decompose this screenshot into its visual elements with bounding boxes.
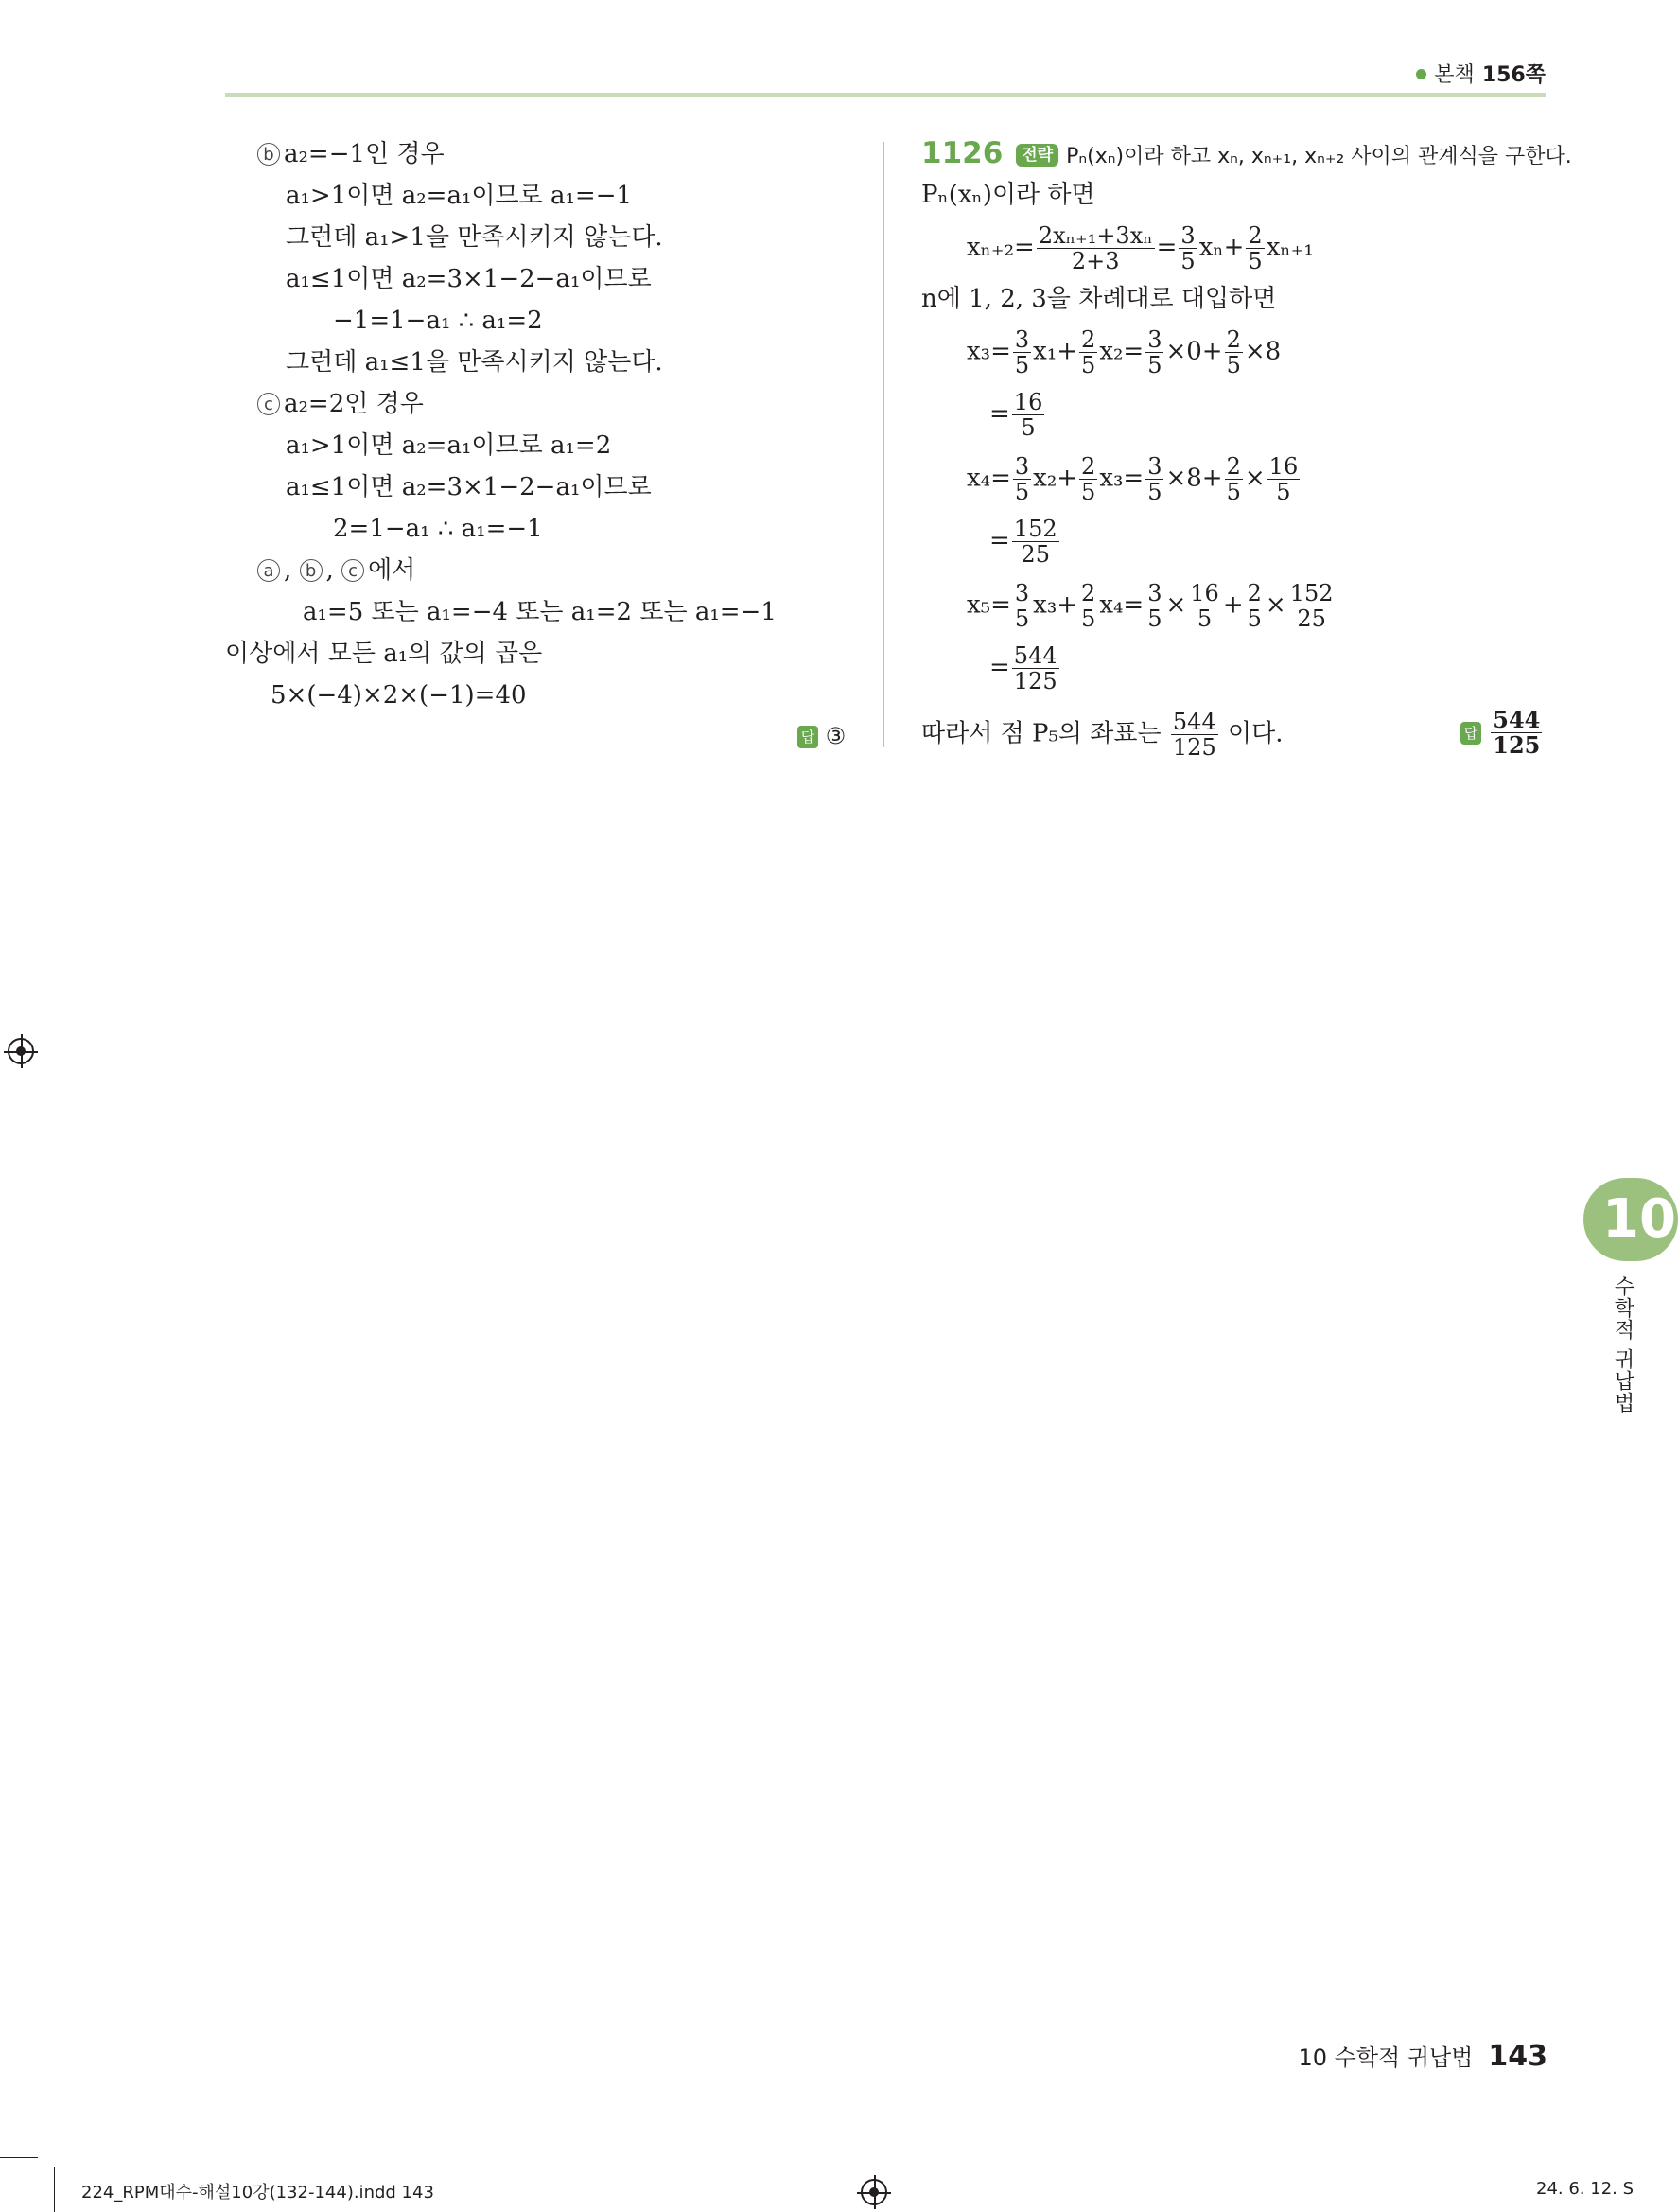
frac-num: 152 xyxy=(1289,580,1334,606)
final-fraction xyxy=(1171,710,1218,760)
frac-152-25 xyxy=(1288,581,1336,631)
registration-mark-icon xyxy=(861,2179,887,2205)
right-answer xyxy=(1460,708,1544,758)
frac-num: 2 xyxy=(1226,326,1241,353)
x4-result xyxy=(989,517,1061,567)
case-c-marker-2: c xyxy=(341,559,364,582)
frac-num: 3 xyxy=(1014,453,1030,480)
x3-term-d: ×8 xyxy=(1244,337,1282,366)
x3-lhs: x₃= xyxy=(967,337,1011,366)
x3-term-c: ×0+ xyxy=(1165,337,1223,366)
frac-num: 2 xyxy=(1081,326,1096,353)
frac-num: 544 xyxy=(1493,706,1541,733)
final-post: 이다. xyxy=(1227,719,1284,748)
right-answer-fraction xyxy=(1491,708,1542,758)
answer-badge: 답 xyxy=(1460,722,1481,745)
rec-frac-den: 2+3 xyxy=(1071,248,1120,274)
frac-2-5 xyxy=(1079,581,1097,631)
recurrence-equation xyxy=(967,223,1314,273)
frac-den: 5 xyxy=(1276,479,1291,505)
frac-den: 25 xyxy=(1297,606,1326,632)
case-a-marker: a xyxy=(257,559,280,582)
frac-num: 2 xyxy=(1081,580,1096,606)
x5-result-fraction xyxy=(1012,643,1059,693)
frac-num: 3 xyxy=(1014,326,1030,353)
case-b-line-1: a₁>1이면 a₂=a₁이므로 a₁=−1 xyxy=(286,182,633,210)
frac-2-5 xyxy=(1246,581,1264,631)
x5-term-c: × xyxy=(1165,590,1187,620)
x5-result xyxy=(989,643,1061,693)
frac-num: 2 xyxy=(1226,453,1241,480)
left-answer xyxy=(797,717,846,755)
crop-mark xyxy=(0,2157,38,2158)
cases-summary: a , b , c 에서 xyxy=(257,552,415,589)
frac-16-5 xyxy=(1188,581,1221,631)
frac-2-5 xyxy=(1225,454,1243,504)
main-book-reference xyxy=(1416,59,1546,88)
chapter-tab-number: 10 xyxy=(1602,1188,1676,1250)
frac-den: 5 xyxy=(1180,248,1196,274)
frac-den: 5 xyxy=(1081,606,1096,632)
registration-mark-icon xyxy=(8,1038,34,1064)
frac-den: 5 xyxy=(1014,352,1030,378)
rec-fraction xyxy=(1037,223,1155,273)
frac-den: 5 xyxy=(1147,606,1162,632)
problem-number: 1126 xyxy=(921,136,1004,170)
substitution-line: n에 1, 2, 3을 차례대로 대입하면 xyxy=(921,285,1277,313)
x4-term-d: × xyxy=(1244,464,1266,493)
page-number: 143 xyxy=(1488,2040,1547,2073)
frac-num: 3 xyxy=(1014,580,1030,606)
rec-frac-num: 2xₙ₊₁+3xₙ xyxy=(1038,222,1153,249)
equals-sign: = xyxy=(989,653,1010,682)
x5-term-b: x₄= xyxy=(1099,590,1145,620)
frac-den: 5 xyxy=(1081,352,1096,378)
frac-2-5 xyxy=(1246,223,1264,273)
frac-den: 5 xyxy=(1197,606,1213,632)
frac-den: 125 xyxy=(1493,731,1541,759)
footer-chapter xyxy=(1298,2039,1547,2073)
case-c-line-3: 2=1−a₁ ∴ a₁=−1 xyxy=(333,515,543,543)
frac-2-5 xyxy=(1079,327,1097,377)
x5-lhs: x₅= xyxy=(967,590,1011,620)
case-b-head-text: a₂=−1인 경우 xyxy=(284,140,445,168)
frac-den: 5 xyxy=(1014,606,1030,632)
intro-line: Pₙ(xₙ)이라 하면 xyxy=(921,181,1095,209)
x3-result-fraction xyxy=(1012,390,1045,440)
frac-3-5 xyxy=(1013,454,1031,504)
frac-num: 16 xyxy=(1190,580,1219,606)
frac-3-5 xyxy=(1145,327,1163,377)
case-c-line-2: a₁≤1이면 a₂=3×1−2−a₁이므로 xyxy=(286,473,652,501)
slug-filename: 224_RPM대수-해설10강(132-144).indd 143 xyxy=(81,2183,434,2203)
crop-mark xyxy=(54,2167,55,2212)
x4-lhs: x₄= xyxy=(967,464,1011,493)
chapter-tab-label: 수학적 귀납법 xyxy=(1611,1275,1634,1413)
frac-den: 5 xyxy=(1014,479,1030,505)
registration-mark-center xyxy=(869,2187,879,2197)
registration-mark-center xyxy=(16,1046,26,1056)
frac-num: 2 xyxy=(1248,222,1263,249)
x4-term-b: x₃= xyxy=(1099,464,1145,493)
x3-term-b: x₂= xyxy=(1099,337,1145,366)
frac-den: 5 xyxy=(1226,479,1241,505)
final-statement xyxy=(921,710,1283,760)
frac-num: 3 xyxy=(1147,580,1162,606)
case-c-line-1: a₁>1이면 a₂=a₁이므로 a₁=2 xyxy=(286,431,612,460)
frac-den: 125 xyxy=(1172,734,1216,761)
case-c-marker: c xyxy=(257,393,280,415)
product-intro: 이상에서 모든 a₁의 값의 곱은 xyxy=(225,640,543,668)
case-b-marker-2: b xyxy=(300,559,323,582)
x4-result-fraction xyxy=(1012,517,1059,567)
frac-den: 5 xyxy=(1247,606,1262,632)
strategy-badge: 전략 xyxy=(1016,144,1058,167)
x3-equation xyxy=(967,327,1281,377)
frac-3-5 xyxy=(1013,581,1031,631)
x5-term-e: × xyxy=(1265,590,1286,620)
frac-den: 125 xyxy=(1013,668,1057,694)
frac-num: 2 xyxy=(1247,580,1262,606)
frac-num: 16 xyxy=(1013,389,1043,415)
frac-num: 544 xyxy=(1013,642,1057,669)
frac-3-5 xyxy=(1145,454,1163,504)
frac-16-5 xyxy=(1267,454,1301,504)
x5-term-d: + xyxy=(1222,590,1244,620)
ref-label: 본책 xyxy=(1434,63,1475,87)
x4-term-a: x₂+ xyxy=(1033,464,1078,493)
case-c-head-text: a₂=2인 경우 xyxy=(284,390,424,418)
frac-num: 152 xyxy=(1013,516,1057,542)
x3-result xyxy=(989,390,1046,440)
final-pre: 따라서 점 P₅의 좌표는 xyxy=(921,719,1162,748)
footer-chapter-title: 10 수학적 귀납법 xyxy=(1298,2045,1474,2071)
frac-num: 3 xyxy=(1147,453,1162,480)
rec-lhs: xₙ₊₂= xyxy=(967,233,1035,262)
slug-date: 24. 6. 12. S xyxy=(1536,2179,1634,2199)
frac-3-5 xyxy=(1179,223,1197,273)
case-c-heading xyxy=(257,385,424,423)
x5-equation xyxy=(967,581,1337,631)
frac-3-5 xyxy=(1013,327,1031,377)
x4-equation xyxy=(967,454,1302,504)
frac-num: 2 xyxy=(1081,453,1096,480)
case-b-marker: b xyxy=(257,143,280,166)
header-rule xyxy=(225,93,1546,97)
frac-den: 5 xyxy=(1248,248,1263,274)
case-b-line-4: −1=1−a₁ ∴ a₁=2 xyxy=(333,307,543,335)
equals-sign: = xyxy=(989,399,1010,429)
cases-summary-tail: 에서 xyxy=(368,556,416,585)
frac-num: 16 xyxy=(1268,453,1299,480)
frac-den: 5 xyxy=(1081,479,1096,505)
a1-conclusion: a₁=5 또는 a₁=−4 또는 a₁=2 또는 a₁=−1 xyxy=(303,598,777,626)
rec-term-1: xₙ+ xyxy=(1198,233,1245,262)
x5-term-a: x₃+ xyxy=(1033,590,1078,620)
equals-sign: = xyxy=(989,526,1010,555)
ref-page: 156쪽 xyxy=(1481,63,1546,87)
case-b-line-5: 그런데 a₁≤1을 만족시키지 않는다. xyxy=(286,348,663,377)
bullet-dot-icon xyxy=(1416,69,1426,79)
x3-term-a: x₁+ xyxy=(1033,337,1078,366)
frac-2-5 xyxy=(1225,327,1243,377)
frac-num: 544 xyxy=(1172,709,1216,735)
case-b-line-2: 그런데 a₁>1을 만족시키지 않는다. xyxy=(286,223,663,252)
answer-badge: 답 xyxy=(797,726,818,748)
frac-den: 25 xyxy=(1021,541,1050,568)
frac-num: 3 xyxy=(1180,222,1196,249)
frac-den: 5 xyxy=(1147,352,1162,378)
case-b-line-3: a₁≤1이면 a₂=3×1−2−a₁이므로 xyxy=(286,265,652,293)
x4-term-c: ×8+ xyxy=(1165,464,1223,493)
column-divider xyxy=(883,142,884,747)
product-equation: 5×(−4)×2×(−1)=40 xyxy=(271,681,527,710)
rec-term-2: xₙ₊₁ xyxy=(1266,233,1314,262)
strategy-text: Pₙ(xₙ)이라 하고 xₙ, xₙ₊₁, xₙ₊₂ 사이의 관계식을 구한다. xyxy=(1066,145,1572,168)
frac-num: 3 xyxy=(1147,326,1162,353)
case-b-heading xyxy=(257,135,445,173)
left-answer-value: ③ xyxy=(825,723,847,749)
frac-den: 5 xyxy=(1226,352,1241,378)
frac-3-5 xyxy=(1145,581,1163,631)
rec-eq: = xyxy=(1156,233,1178,262)
frac-2-5 xyxy=(1079,454,1097,504)
frac-den: 5 xyxy=(1147,479,1162,505)
problem-header xyxy=(921,134,1572,176)
frac-den: 5 xyxy=(1021,414,1036,441)
